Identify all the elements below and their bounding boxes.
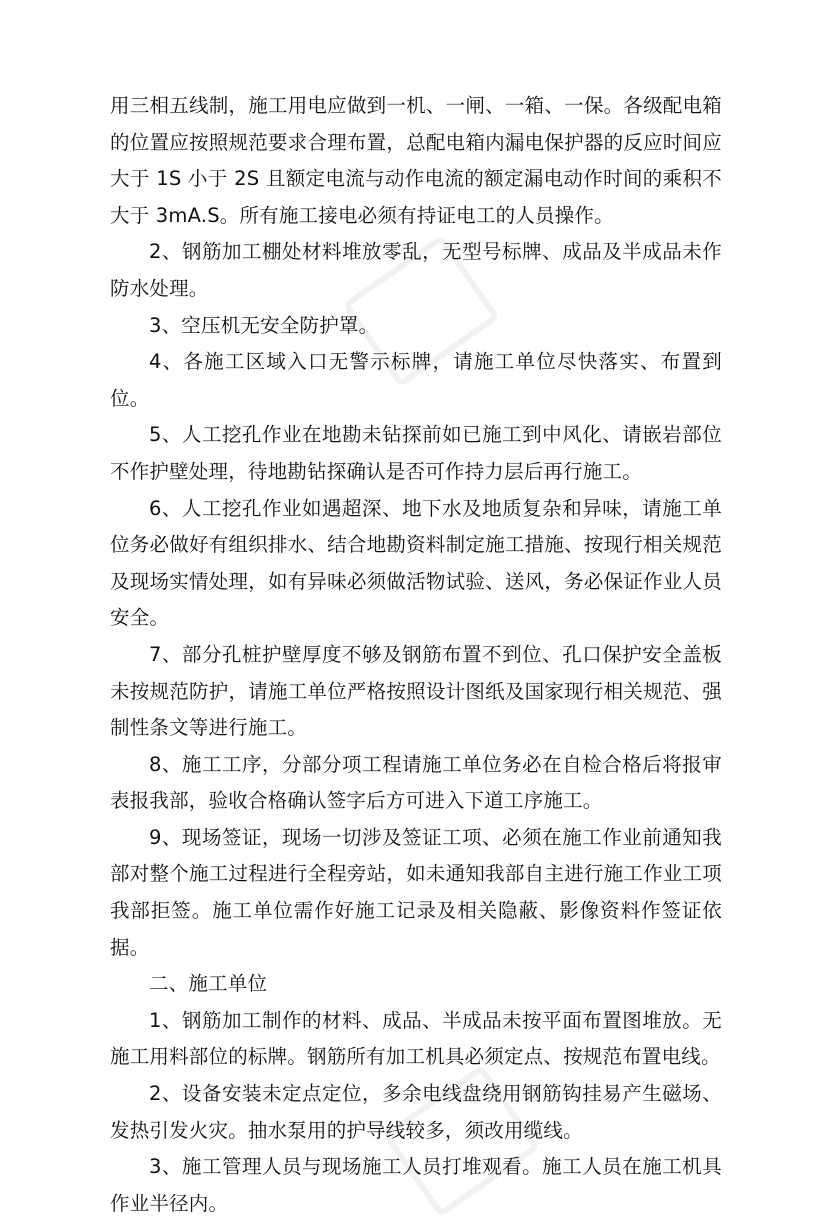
paragraph-item-2: 2、钢筋加工棚处材料堆放零乱，无型号标牌、成品及半成品未作防水处理。 [110, 240, 722, 300]
paragraph-contractor-item-3: 3、施工管理人员与现场施工人员打堆观看。施工人员在施工机具作业半径内。 [110, 1155, 722, 1215]
paragraph-item-3: 3、空压机无安全防护罩。 [149, 313, 379, 337]
paragraph-contractor-item-1: 1、钢筋加工制作的材料、成品、半成品未按平面布置图堆放。无施工用料部位的标牌。钢筋所有加工机具必须定点、按规范布置电线。 [110, 1008, 722, 1069]
paragraph-item-9: 9、现场签证，现场一切涉及签证工项、必须在施工作业前通知我部对整个施工过程进行全程旁站，如未通知我部自主进行施工作业工项我部拒签。施工单位需作好施工记录及相关隐蔽、影像资料作签证依据。 [110, 825, 722, 959]
section-heading-contractor: 二、施工单位 [149, 972, 268, 996]
paragraph-item-5: 5、人工挖孔作业在地勘未钻探前如已施工到中风化、请嵌岩部位不作护壁处理，待地勘钻探确认是否可作持力层后再行施工。 [110, 423, 722, 483]
paragraph-item-4: 4、各施工区域入口无警示标牌，请施工单位尽快落实、布置到位。 [110, 350, 722, 410]
paragraph-item-8: 8、施工工序，分部分项工程请施工单位务必在自检合格后将报审表报我部，验收合格确认签字后方可进入下道工序施工。 [110, 752, 722, 813]
paragraph-contractor-item-2: 2、设备安装未定点定位，多余电线盘绕用钢筋钩挂易产生磁场、发热引发火灾。抽水泵用的护导线较多，须改用缆线。 [110, 1082, 722, 1142]
paragraph-item-6: 6、人工挖孔作业如遇超深、地下水及地质复杂和异味，请施工单位务必做好有组织排水、结合地勘资料制定施工措施、按现行相关规范及现场实情处理，如有异味必须做活物试验、送风，务必保证作业人员安全。 [110, 496, 722, 630]
paragraph-electrical-continued: 用三相五线制，施工用电应做到一机、一闸、一箱、一保。各级配电箱的位置应按照规范要求合理布置，总配电箱内漏电保护器的反应时间应大于 1S 小于 2S 且额定电流与动作电流的额定漏电动作时间的乘积不大于 3mA.S。所有施工接电必须有持证电工的人员操作。 [110, 94, 722, 227]
paragraph-item-7: 7、部分孔桩护壁厚度不够及钢筋布置不到位、孔口保护安全盖板未按规范防护，请施工单位严格按照设计图纸及国家现行相关规范、强制性条文等进行施工。 [110, 642, 722, 740]
document-body [110, 88, 722, 1222]
